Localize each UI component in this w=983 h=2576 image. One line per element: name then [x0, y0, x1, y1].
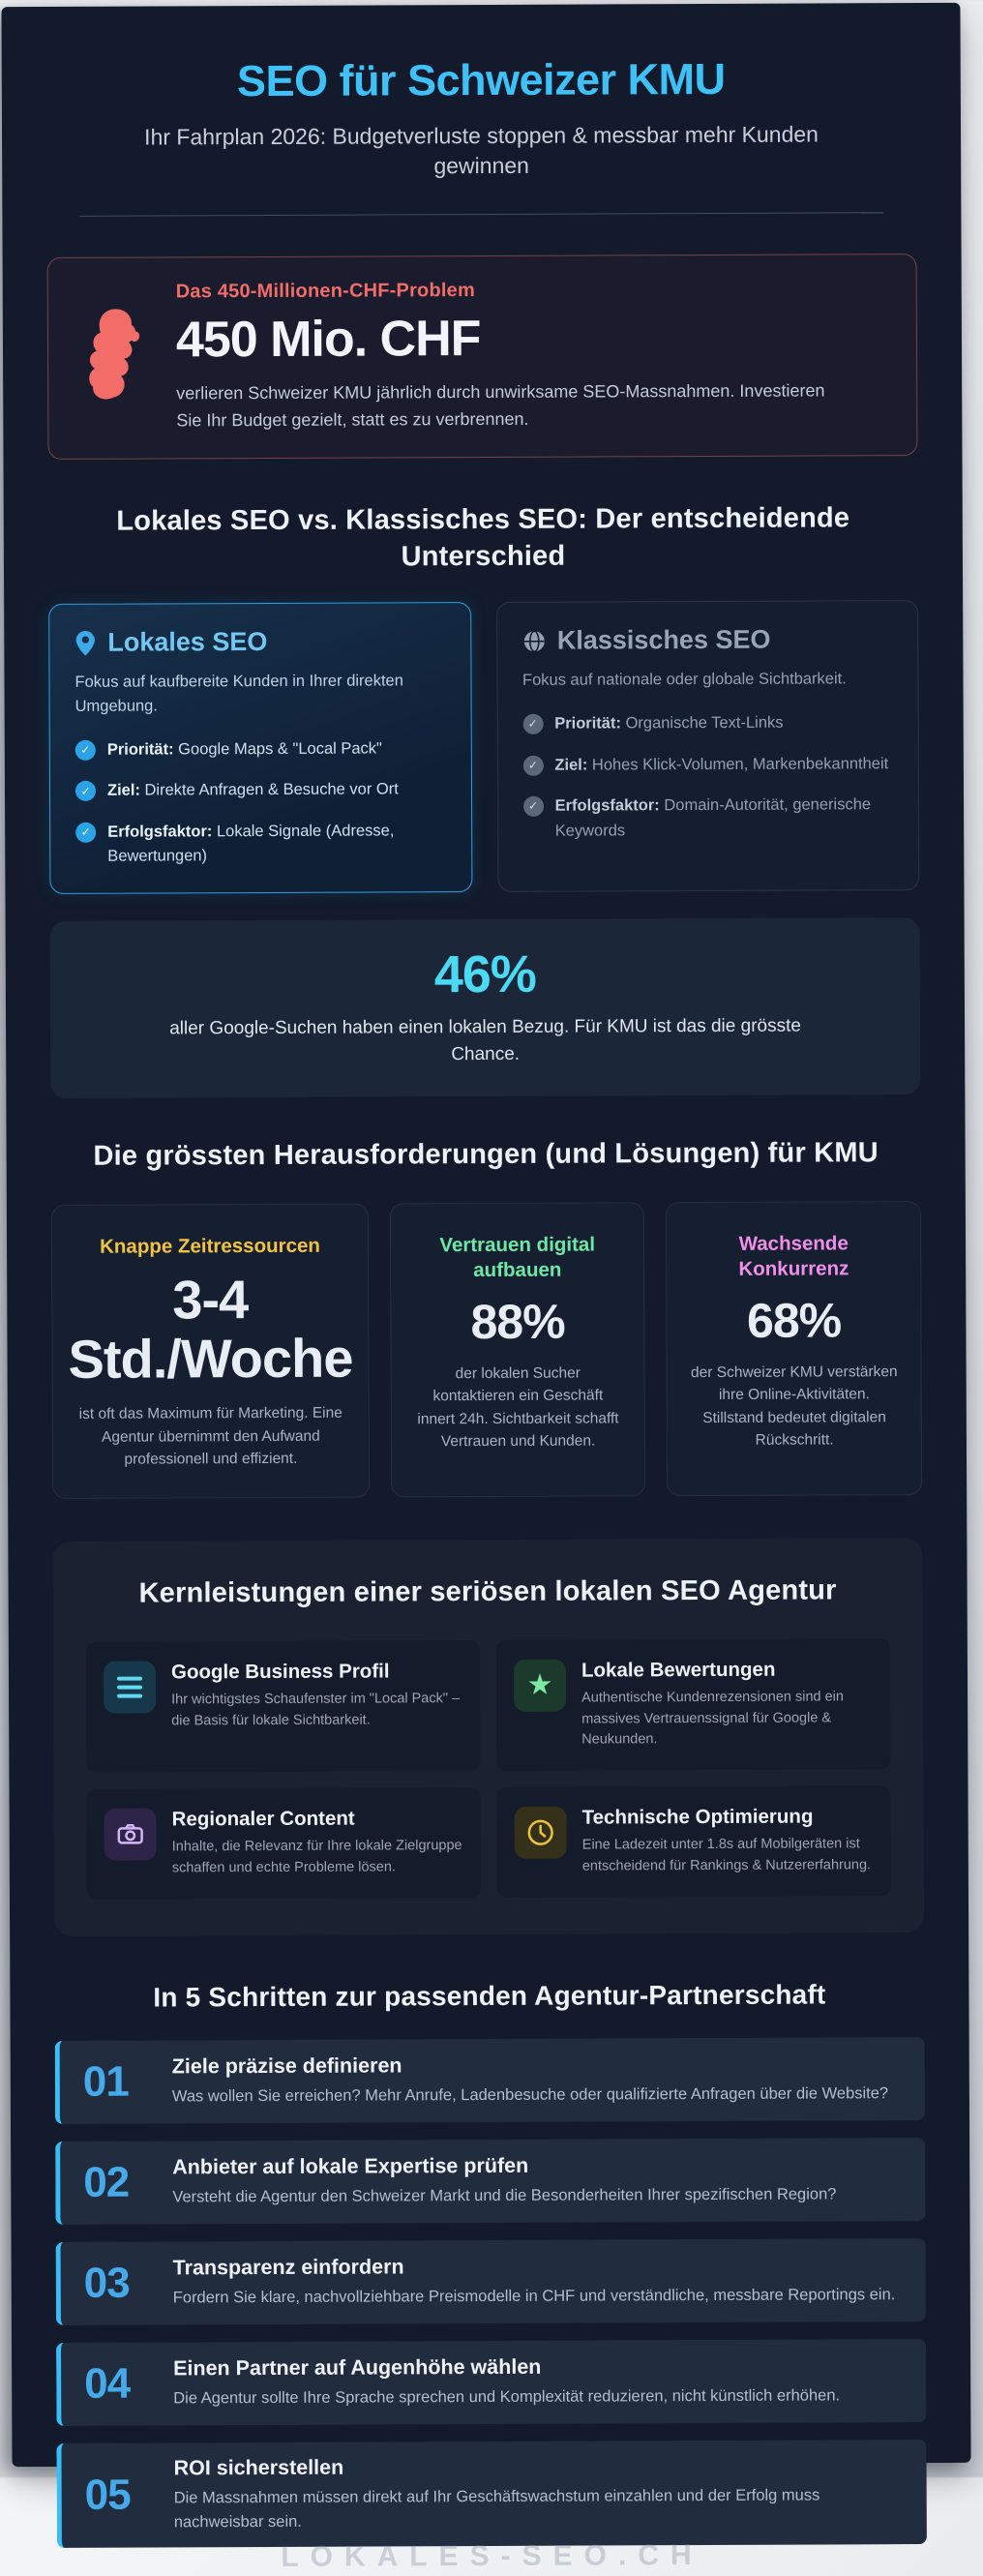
step-number: 05 — [85, 2471, 149, 2520]
services-heading: Kernleistungen einer seriösen lokalen SEO Agentur — [86, 1573, 890, 1612]
service-title: Regionaler Content — [172, 1807, 463, 1831]
step-number: 04 — [84, 2359, 148, 2408]
step-card-4 — [56, 2339, 926, 2426]
list-item: ✓ Ziel: Direkte Anfragen & Besuche vor Ort — [75, 777, 446, 803]
service-text: Inhalte, die Relevanz für Ihre lokale Zielgruppe schaffen und echte Probleme lösen. — [172, 1836, 463, 1879]
services-grid — [86, 1638, 891, 1899]
step-text: Versteht die Agentur den Schweizer Markt und die Besonderheiten Ihrer spezifischen Region? — [172, 2182, 836, 2209]
step-title: ROI sicherstellen — [174, 2453, 900, 2480]
challenge-title: Wachsende Konkurrenz — [682, 1231, 905, 1283]
list-item: ✓ Priorität: Google Maps & "Local Pack" — [75, 736, 446, 763]
challenge-stat: 88% — [406, 1295, 629, 1348]
clock-icon — [515, 1807, 567, 1859]
steps-list — [55, 2037, 927, 2548]
step-card-2 — [55, 2138, 925, 2225]
service-title: Lokale Bewertungen — [581, 1658, 873, 1682]
highlight-text: aller Google-Suchen haben einen lokalen Bezug. Für KMU ist das die grösste Chance. — [137, 1012, 833, 1068]
challenge-stat: 68% — [683, 1294, 906, 1347]
highlight-stat: 46% — [137, 943, 833, 1005]
service-text: Eine Ladezeit unter 1.8s auf Mobilgeräten ist entscheidend für Rankings & Nutzererfahrung. — [582, 1834, 874, 1877]
step-title: Einen Partner auf Augenhöhe wählen — [173, 2353, 840, 2381]
service-regional-content — [86, 1787, 480, 1899]
step-text: Fordern Sie klare, nachvollziehbare Preismodelle in CHF und verständliche, messbare Reportings ein. — [173, 2283, 896, 2310]
map-pin-icon — [74, 630, 96, 657]
list-item: ✓ Erfolgsfaktor: Domain-Autorität, generische Keywords — [523, 793, 894, 844]
challenge-text: der Schweizer KMU verstärken ihre Online-Aktivitäten. Stillstand bedeutet digitalen Rückschritt. — [683, 1361, 906, 1452]
challenge-title: Vertrauen digital aufbauen — [406, 1232, 629, 1284]
local-seo-header — [74, 626, 445, 658]
challenges-heading: Die grössten Herausforderungen (und Lösungen) für KMU — [51, 1135, 921, 1176]
classic-seo-card — [496, 600, 920, 892]
check-icon: ✓ — [75, 781, 96, 801]
step-text: Die Massnahmen müssen direkt auf Ihr Geschäftswachstum einzahlen und der Erfolg muss nachweisbar sein. — [174, 2483, 900, 2534]
problem-box — [47, 254, 918, 460]
globe-icon — [522, 629, 546, 652]
list-item: ✓ Erfolgsfaktor: Lokale Signale (Adresse, Bewertungen) — [75, 819, 446, 870]
step-card-1 — [55, 2037, 925, 2124]
step-text: Die Agentur sollte Ihre Sprache sprechen und Komplexität reduzieren, nicht künstlich erhöhen. — [173, 2383, 840, 2411]
comparison-grid — [48, 600, 919, 894]
infographic-sheet — [1, 3, 970, 2467]
challenge-text: ist oft das Maximum für Marketing. Eine Agentur übernimmt den Aufwand professionell und effizient. — [69, 1402, 353, 1471]
check-icon: ✓ — [522, 714, 543, 734]
service-title: Technische Optimierung — [582, 1805, 874, 1829]
service-text: Authentische Kundenrezensionen sind ein massives Vertrauenssignal für Google & Neukunden. — [581, 1687, 873, 1752]
step-number: 03 — [84, 2259, 148, 2307]
step-number: 02 — [83, 2158, 147, 2206]
problem-copy — [176, 278, 854, 434]
challenge-title: Knappe Zeitressourcen — [68, 1233, 352, 1260]
challenge-text: der lokalen Sucher kontaktieren ein Geschäft innert 24h. Sichtbarkeit schafft Vertrauen und Kunden. — [406, 1362, 629, 1453]
step-card-3 — [56, 2238, 926, 2325]
challenge-card-time — [51, 1203, 370, 1499]
service-text: Ihr wichtigstes Schaufenster im "Local Pack" – die Basis für lokale Sichtbarkeit. — [171, 1689, 462, 1732]
step-title: Transparenz einfordern — [173, 2253, 896, 2280]
step-card-5 — [56, 2440, 926, 2548]
step-title: Anbieter auf lokale Expertise prüfen — [172, 2152, 836, 2179]
challenge-card-trust — [390, 1202, 646, 1497]
check-icon: ✓ — [75, 823, 96, 843]
problem-kicker: Das 450-Millionen-CHF-Problem — [176, 278, 853, 303]
comparison-heading: Lokales SEO vs. Klassisches SEO: Der entscheidende Unterschied — [48, 500, 918, 577]
check-icon: ✓ — [522, 755, 543, 775]
classic-seo-intro: Fokus auf nationale oder globale Sichtbarkeit. — [522, 667, 893, 692]
classic-seo-bullets — [522, 710, 893, 844]
page-title: SEO für Schweizer KMU — [46, 53, 916, 107]
service-technical-optimization — [496, 1785, 890, 1897]
step-number: 01 — [83, 2057, 147, 2106]
challenge-stat: 3-4 Std./Woche — [68, 1271, 352, 1389]
star-icon: ★ — [514, 1659, 566, 1711]
local-seo-card — [48, 602, 472, 894]
list-item: ✓ Ziel: Hohes Klick-Volumen, Markenbekanntheit — [522, 752, 893, 778]
switzerland-map-icon — [79, 308, 147, 408]
problem-stat: 450 Mio. CHF — [176, 308, 853, 369]
challenge-card-competition — [666, 1201, 922, 1496]
challenges-grid — [51, 1201, 922, 1499]
services-panel — [52, 1538, 924, 1935]
service-local-reviews — [496, 1638, 891, 1771]
watermark-brand: LOKALES-SEO.CH — [57, 2538, 927, 2575]
problem-text: verlieren Schweizer KMU jährlich durch unwirksame SEO-Massnahmen. Investieren Sie Ihr Budget gezielt, statt es zu verbrennen. — [176, 377, 853, 434]
step-text: Was wollen Sie erreichen? Mehr Anrufe, Ladenbesuche oder qualifizierte Anfragen über die Website? — [172, 2082, 888, 2109]
page-subtitle: Ihr Fahrplan 2026: Budgetverluste stoppen & messbar mehr Kunden gewinnen — [113, 119, 849, 182]
camera-icon — [104, 1809, 157, 1861]
menu-lines-icon — [104, 1661, 156, 1713]
list-item: ✓ Priorität: Organische Text-Links — [522, 710, 893, 736]
classic-seo-title: Klassisches SEO — [557, 625, 771, 656]
local-seo-title: Lokales SEO — [107, 627, 267, 658]
service-title: Google Business Profil — [171, 1660, 462, 1684]
steps-heading: In 5 Schritten zur passenden Agentur-Partnerschaft — [54, 1977, 924, 2016]
check-icon: ✓ — [523, 796, 544, 817]
local-seo-intro: Fokus auf kaufbereite Kunden in Ihrer direkten Umgebung. — [74, 669, 445, 718]
divider — [79, 212, 883, 217]
local-seo-bullets — [75, 736, 446, 870]
service-google-business-profile — [86, 1640, 481, 1773]
highlight-stat-box — [50, 917, 921, 1098]
classic-seo-header — [522, 624, 893, 656]
check-icon: ✓ — [75, 740, 96, 761]
step-title: Ziele präzise definieren — [172, 2052, 888, 2079]
